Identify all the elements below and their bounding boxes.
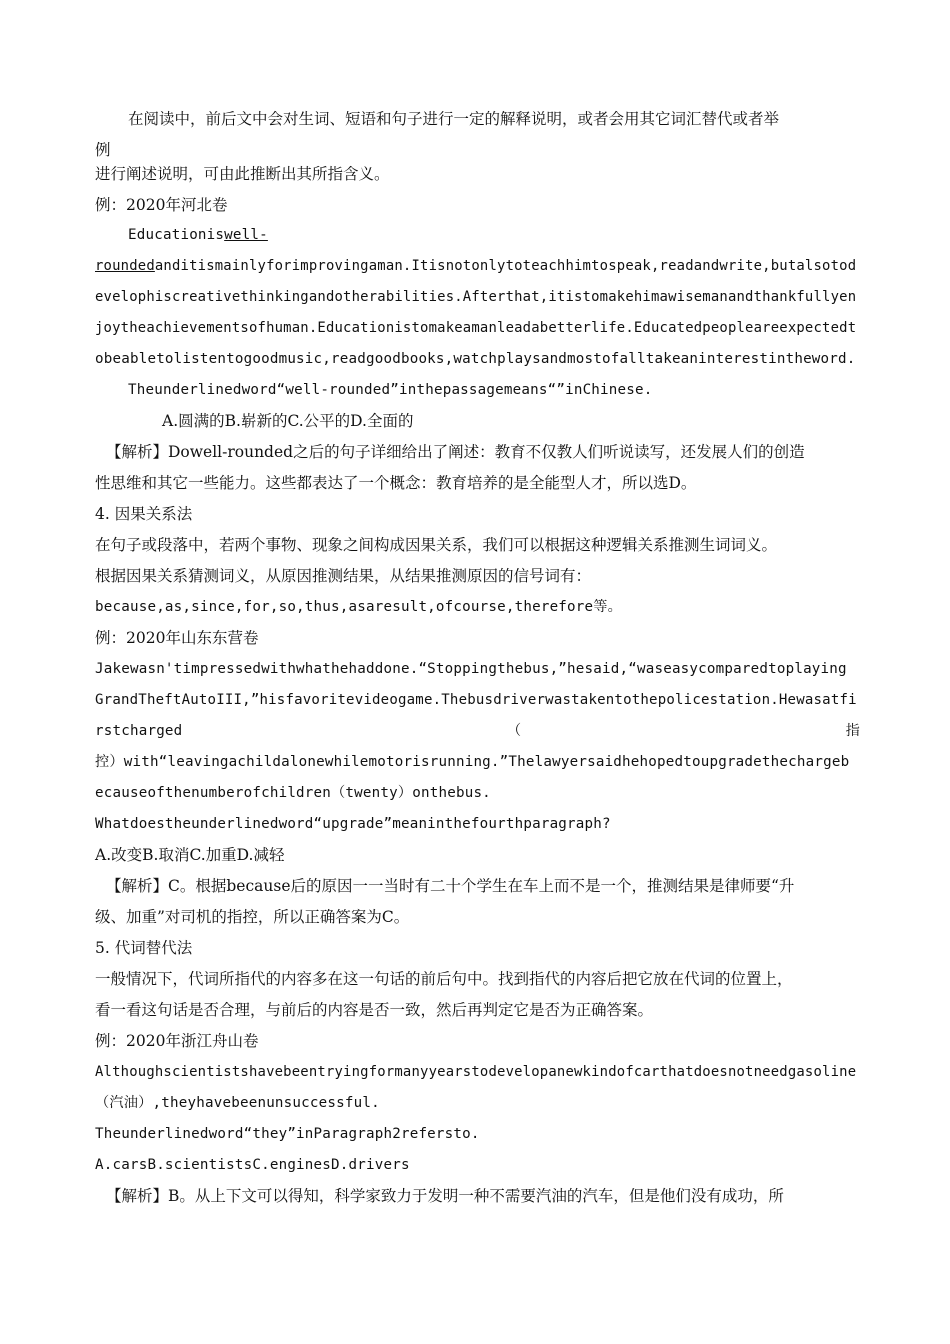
section-desc: 在句子或段落中，若两个事物、现象之间构成因果关系，我们可以根据这种逻辑关系推测生词词义。 xyxy=(95,536,778,554)
passage-text: Educationis xyxy=(128,227,225,243)
intro-line-3: 进行阐述说明，可由此推断出其所指含义。 xyxy=(95,165,390,183)
passage-line xyxy=(128,224,860,246)
answer-options: A.carsB.scientistsC.enginesD.drivers xyxy=(95,1157,410,1173)
analysis-line: 【解析】Dowell-rounded之后的句子详细给出了阐述：教育不仅教人们听说读写，还发展人们的创造 xyxy=(106,443,805,461)
section-title-4: 4. 因果关系法 xyxy=(95,505,193,523)
passage-text: anditismainlyforimprovingaman.Itisnotonlytoteachhimtospeak,readandwrite,butalsotod xyxy=(154,258,857,274)
passage-line: （汽油）,theyhavebeenunsuccessful. xyxy=(95,1095,380,1111)
intro-line-2: 例 xyxy=(95,141,111,159)
passage-line: joytheachievementsofhuman.Educationistomakeamanleadabetterlife.Educatedpeopleareexpectedt xyxy=(95,320,857,336)
example-label-hebei: 例：2020年河北卷 xyxy=(95,196,228,214)
passage-line: GrandTheftAutoIII,”hisfavoritevideogame.Thebusdriverwastakentothepolicestation.Hewasatfi xyxy=(95,692,857,708)
question: Theunderlinedword“they”inParagraph2refersto. xyxy=(95,1126,480,1142)
passage-text: 指 xyxy=(845,723,860,739)
passage-line: evelophiscreativethinkingandotherabilities.Afterthat,itistomakehimawisemanandthankfullyen xyxy=(95,289,857,305)
section-desc: 根据因果关系猜测词义，从原因推测结果，从结果推测原因的信号词有： xyxy=(95,567,592,585)
signal-words: because,as,since,for,so,thus,asaresult,ofcourse,therefore等。 xyxy=(95,599,623,615)
analysis-line: 级、加重”对司机的指控，所以正确答案为C。 xyxy=(95,908,410,926)
question: Theunderlinedword“well-rounded”inthepassagemeans“”inChinese. xyxy=(128,382,653,398)
section-desc: 一般情况下，代词所指代的内容多在这一句话的前后句中。找到指代的内容后把它放在代词的位置上， xyxy=(95,970,793,988)
example-label-zhejiang: 例：2020年浙江舟山卷 xyxy=(95,1032,259,1050)
underlined-word-part: rounded xyxy=(95,258,155,274)
answer-options: A.圆满的B.崭新的C.公平的D.全面的 xyxy=(162,412,414,430)
analysis-line: 【解析】B。从上下文可以得知，科学家致力于发明一种不需要汽油的汽车，但是他们没有成功，所 xyxy=(106,1187,784,1205)
example-label-shandong: 例：2020年山东东营卷 xyxy=(95,629,259,647)
passage-line: ecauseofthenumberofchildren（twenty）onthebus. xyxy=(95,785,491,801)
passage-line xyxy=(95,720,860,742)
passage-text: rstcharged xyxy=(95,723,183,739)
passage-line: Althoughscientistshavebeentryingformanyyearstodevelopanewkindofcarthatdoesnotneedgasoline xyxy=(95,1064,857,1080)
section-desc: 看一看这句话是否合理，与前后的内容是否一致，然后再判定它是否为正确答案。 xyxy=(95,1001,654,1019)
question: Whatdoestheunderlinedword“upgrade”meaninthefourthparagraph? xyxy=(95,816,611,832)
analysis-line: 【解析】C。根据because后的原因一一当时有二十个学生在车上而不是一个，推测结果是律师要“升 xyxy=(106,877,795,895)
passage-line xyxy=(95,255,860,277)
passage-line: 控）with“leavingachildalonewhilemotorisrunning.”Thelawyersaidhehopedtoupgradethechargeb xyxy=(95,754,850,770)
passage-line: Jakewasn'timpressedwithwhathehaddone.“Stoppingthebus,”hesaid,“waseasycomparedtoplaying xyxy=(95,661,847,677)
section-title-5: 5. 代词替代法 xyxy=(95,939,193,957)
answer-options: A.改变B.取消C.加重D.减轻 xyxy=(95,846,285,864)
intro-line-1: 在阅读中，前后文中会对生词、短语和句子进行一定的解释说明，或者会用其它词汇替代或者举 xyxy=(128,110,780,128)
analysis-line: 性思维和其它一些能力。这些都表达了一个概念：教育培养的是全能型人才，所以选D。 xyxy=(95,474,697,492)
underlined-word-part: well- xyxy=(224,227,268,243)
passage-line: obeabletolistentogoodmusic,readgoodbooks,watchplaysandmostofalltakeaninterestintheword. xyxy=(95,351,856,367)
passage-text: （ xyxy=(506,723,522,739)
